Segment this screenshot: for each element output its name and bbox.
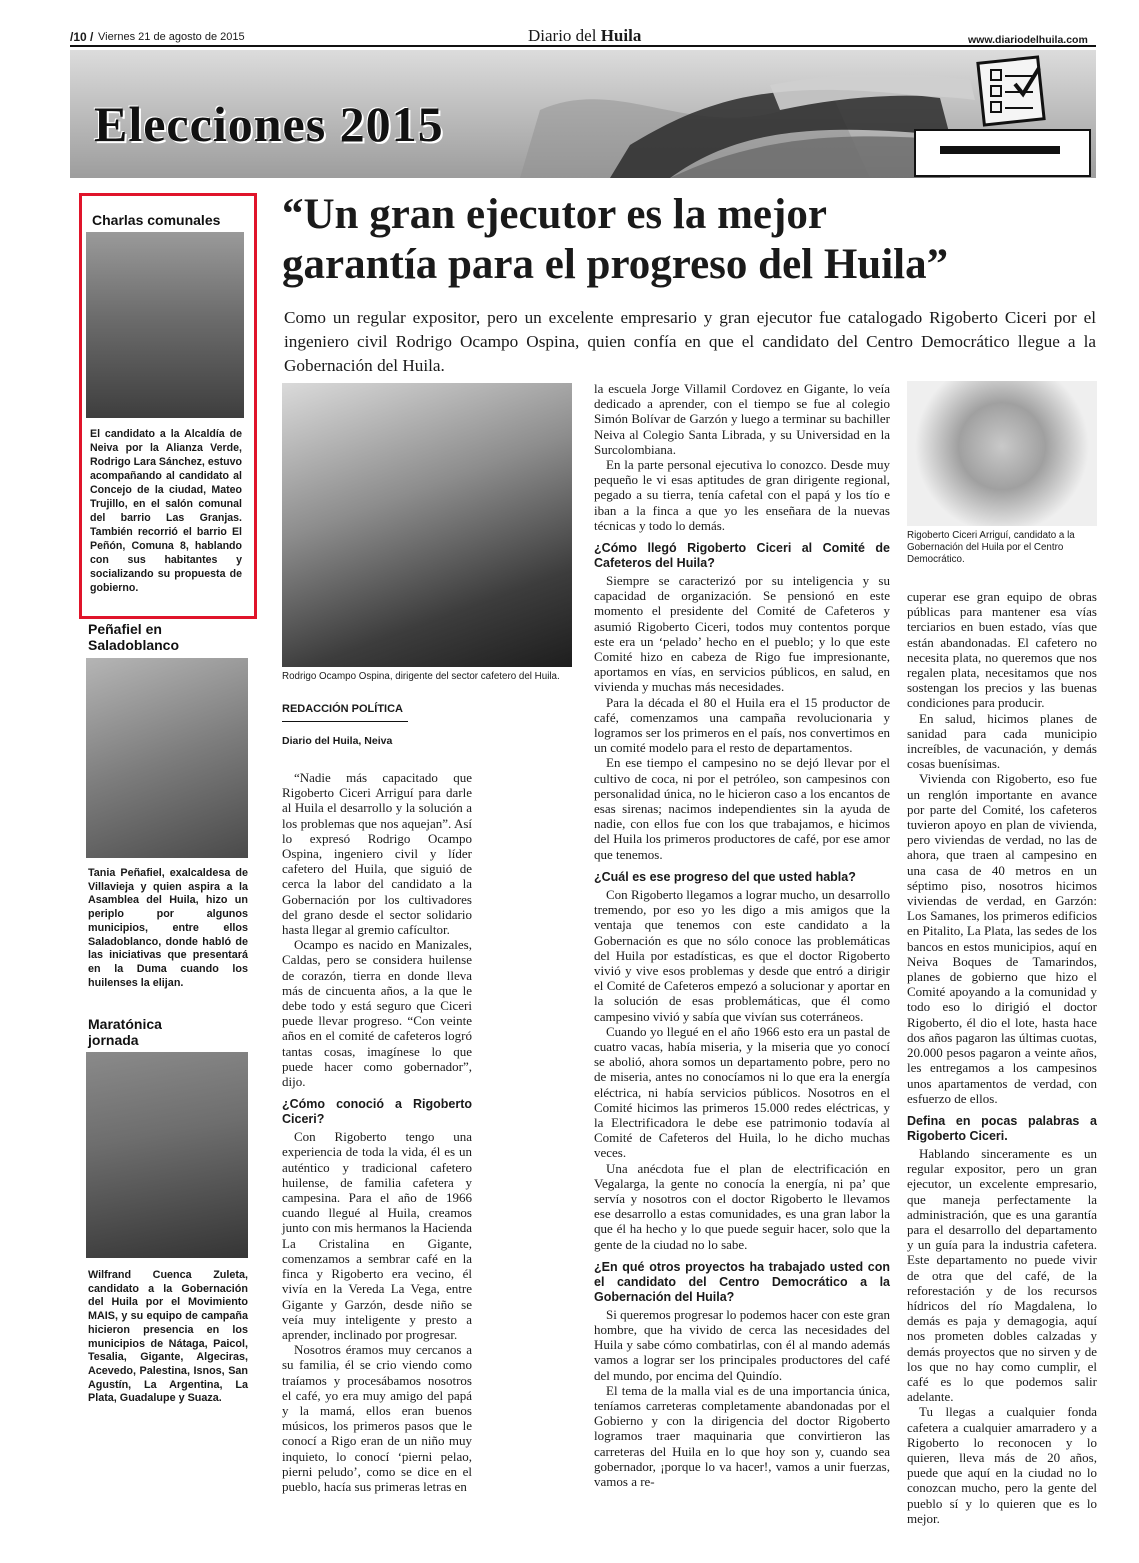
paragraph: En ese tiempo el campesino no se dejó llevar por el cultivo de coca, ni por el petróleo, son campesinos con personalidad única, no le hicieron caso a los encantos de esas sirenas; nacimos independientes sin la ayuda de nadie, con ellos fue con los que trabajamos, e hicimos del Huila los primeros productores de café, por ese amor que tenemos. (594, 755, 890, 862)
paragraph: la escuela Jorge Villamil Cordovez en Gigante, lo veía dedicado a aprender, con el tiempo se fue al colegio Simón Bolívar de Garzón y luego a terminar su bachiller Neiva al Colegio Santa Librada, y su Universidad en la Surcolombiana. (594, 381, 890, 457)
article-column-2 (594, 381, 890, 1489)
paragraph: En salud, hicimos planes de sanidad para cada municipio increíbles, de vacunación, y demás cosas buenísimas. (907, 710, 1097, 772)
paragraph: En la parte personal ejecutiva lo conozco. Desde muy pequeño le vi esas aptitudes de gran dirigente regional, pegado a su tierra, tenía cafetal con el papá y los tío e iban a la finca a que yo les enseñara de la nuevas técnicas y todo lo demás. (594, 457, 890, 533)
paragraph: Una anécdota fue el plan de electrificación en Vegalarga, la gente no conocía la energía, ni pa’ que servía y nosotros con el doctor Rigoberto le llevamos ese desarrollo a estas comunidades, es una gran labor la que él ha hecho y lo que puede seguir hacer, solo que la gente de la ciudad no lo sabe. (594, 1160, 890, 1252)
header-rule (70, 45, 1096, 47)
issue-date: Viernes 21 de agosto de 2015 (98, 31, 245, 43)
sidebar-caption-maratonica: Wilfrand Cuenca Zuleta, candidato a la Gobernación del Huila por el Movimiento MAIS, y su equipo de campaña hicieron presencia en los municipios de Nátaga, Paicol, Tesalia, Gigante, Algeciras, Acevedo, Palestina, Isnos, San Agustín, La Argentina, La Plata, Guadalupe y Suaza. (88, 1269, 248, 1405)
section-banner (70, 50, 1096, 178)
photo-caption-portrait: Rigoberto Ciceri Arriguí, candidato a la Gobernación del Huila por el Centro Democrático. (907, 530, 1075, 565)
article-column-1 (282, 770, 472, 1494)
question-heading: ¿Cuál es ese progreso del que usted habla? (594, 869, 856, 884)
site-url: www.diariodelhuila.com (968, 34, 1088, 46)
paragraph: Con Rigoberto tengo una experiencia de toda la vida, él es un auténtico y tradicional cafetero huilense, de familia cafetera y campesina. Para el año de 1966 cuando llegué al Huila, creamos junto con mis hermanos la Hacienda La Cristalina en Gigante, comenzamos a sembrar café en la finca y Rigoberto era vecino, él vivía en la Vereda La Vega, entre Gigante y Garzón, desde niño se veía muy inteligente y presto a aprender, inclinado por progresar. (282, 1129, 472, 1342)
question-heading: ¿Cómo llegó Rigoberto Ciceri al Comité de Cafeteros del Huila? (594, 541, 890, 571)
photo-rodrigo-ocampo (282, 383, 572, 667)
sidebar-head-maratonica-1: Maratónica (88, 1016, 162, 1032)
sidebar-photo-charlas (86, 232, 244, 418)
byline-source: Diario del Huila, Neiva (282, 735, 393, 747)
paragraph: Cuando yo llegué en el año 1966 esto era un pastal de cuatro vacas, había miseria, y la miseria que yo conocí se abolió, ahora somos un departamento pobre, pero no de miseria, antes no conocíamos ni lo que era la energía eléctrica, ni había servicios públicos. Nosotros en el Comité hicimos las primeros 15.000 redes eléctricas, y la Electrificadora le debe ese patrimonio todavía al Comité de Cafeteros del Huila, lo he dicho muchas veces. (594, 1023, 890, 1161)
question-heading: Defina en pocas palabras a Rigoberto Ciceri. (907, 1113, 1097, 1143)
paragraph: “Nadie más capacitado que Rigoberto Ciceri Arriguí para darle al Huila el desarrollo y la solución a los problemas que nos aquejan”. Así lo expresó Rodrigo Ocampo Ospina, ingeniero civil y líder cafetero del Huila, que siguió de cerca la labor del candidato a la Gobernación por los cultivadores del grano desde el sector solidario hasta llegar al gremio cafícultor. (282, 770, 472, 938)
ballot-icon (975, 54, 1055, 128)
paragraph: cuperar ese gran equipo de obras públicas para mantener esa vías terciarios en buen estado, vías que están abandonadas. El cafetero no necesita plata, no queremos que nos regalen plata, necesitamos que nos sostengan los precios y las buenas condiciones para producir. (907, 589, 1097, 711)
paragraph: Nosotros éramos muy cercanos a su familia, él se crio viendo como traíamos y procesábamos nosotros el café, yo era muy amigo del papá y la mamá, ellos eran buenos músicos, los primeros pasos que le conocí a Rigo eran de un niño muy inquieto, lo conocí ‘pierni pelao, pierni peludo’, como se dice en el pueblo, hacía sus primeras letras en (282, 1342, 472, 1494)
sidebar-head-charlas: Charlas comunales (92, 212, 221, 228)
photo-rigoberto-ciceri (907, 381, 1097, 526)
sidebar-head-maratonica-2: jornada (88, 1032, 139, 1048)
paragraph: Vivienda con Rigoberto, eso fue un renglón importante en avance por parte del Comité, los cafeteros tuvieron apoyo en plan de vivienda, pero viviendas de verdad, no las de ahora, que traen al campesino en una casa de 40 metros en un séptimo piso, nosotros hicimos viviendas de verdad, en Garzón: Los Samanes, los primeros edificios en Pitalito, La Plata, las sedes de los bancos en estos municipios, aquí en Neiva Boques de Tamarindos, planes de gobierno que hizo el Comité apoyando a la comunidad y todo eso lo dirigió el doctor Rigoberto, él dio el lote, hasta hace dos años pagaron las últimas cuotas, 20.000 pesos pagaron a veinte años, les entregamos a los campesinos unos apartamentos de verdad, con esfuerzo de ellos. (907, 771, 1097, 1106)
masthead-brand: Diario del Huila (528, 26, 642, 45)
paragraph: Ocampo es nacido en Manizales, Caldas, pero se considera huilense de corazón, tierra en donde lleva más de cincuenta años, a la que le debe todo y está seguro que Ciceri puede llevar progreso. “Con veinte años en el comité de cafeteros logró tantas cosas, imagínese lo que puede hacer como gobernador”, dijo. (282, 937, 472, 1090)
paragraph: Tu llegas a cualquier fonda cafetera a cualquier amarradero y a Rigoberto lo reconocen y lo quieren, lleva más de 20 años, puede que aquí en la ciudad no lo conozcan mucho, pero la gente del pueblo sí y lo quieren que es lo mejor. (907, 1404, 1097, 1526)
paragraph: El tema de la malla vial es de una importancia única, teníamos carreteras completamente abandonadas por el Gobierno y con la dirigencia del doctor Rigoberto logramos traer maquinaria que convirtieron las carreteras del Huila en lo que hoy son y, cuando sea gobernador, ¡porque lo va hacer!, vamos a unir fuerzas, vamos a re- (594, 1382, 890, 1489)
paragraph: Siempre se caracterizó por su inteligencia y su capacidad de organización. Se pensionó en este momento el presidente del Comité de Cafeteros y asumió Rigoberto Ciceri, todos muy contentos porque este era un ‘pelado’ hecho en el pueblo; y lo que este Comité hizo en cabeza de Rigo fue impresionante, aportamos en vías, en servicios públicos, en salud, en vivienda y muchas más necesidades. (594, 573, 890, 695)
sidebar-caption-penafiel: Tania Peñafiel, exalcaldesa de Villavieja y quien aspira a la Asamblea del Huila, hizo un periplo por algunos municipios, entre ellos Saladoblanco, donde habló de las iniciativas que presentará en la Duma cuando los huilenses la elijan. (88, 867, 248, 989)
article-lead: Como un regular expositor, pero un excelente empresario y gran ejecutor fue catalogado Rigoberto Ciceri por el ingeniero civil Rodrigo Ocampo Ospina, quien confía en que el candidato del Centro Democrático llegue a la Gobernación del Huila. (284, 308, 1096, 375)
sidebar-caption-charlas: El candidato a la Alcaldía de Neiva por la Alianza Verde, Rodrigo Lara Sánchez, estuvo acompañando al candidato al Concejo de la ciudad, Mateo Trujillo, en el salón comunal del barrio Las Granjas. También recorrió el barrio El Peñón, Comuna 8, hablando con sus habitantes y socializando su propuesta de gobierno. (90, 428, 242, 594)
sidebar-head-penafiel-1: Peñafiel en (88, 621, 162, 637)
sidebar-head-penafiel-2: Saladoblanco (88, 637, 180, 653)
byline-rule (282, 721, 408, 722)
paragraph: Hablando sinceramente es un regular expositor, pero un gran ejecutor, un excelente empresario, que maneja perfectamente la administración, que es una garantía para el desarrollo del departamento y un guía para la industria cafetera. Este departamento no puede vivir de otra que del café, de la reforestación y de los recursos hídricos del río Magdalena, lo demás es paja y demagogia, aquí nos prometen dobles calzadas y demás proyectos que no sirven y de los que no hay como cumplir, el café es lo que podemos salir adelante. (907, 1145, 1097, 1405)
section-title: Elecciones 2015 (94, 96, 444, 152)
paragraph: Con Rigoberto llegamos a lograr mucho, un desarrollo tremendo, por eso yo les digo a mis amigos que la ventaja que tenemos con este candidato a la Gobernación es que no sólo conoce las problemáticas del Huila por estadísticas, es que el doctor Rigoberto vivió y vive esos problemas y desde que entró a dirigir el Comité de Cafeteros empezó a solucionar y aportar en la solución de esas problemáticas, que él como campesino vivió y sabía que vivían sus coterráneos. (594, 886, 890, 1024)
page-number: /10 / (70, 30, 94, 44)
paragraph: Si queremos progresar lo podemos hacer con este gran hombre, que ha vivido de cerca las necesidades del Huila y sabe cómo combatirlas, con él al mando además vamos a lograr ser los principales productores del café del mundo, por encima del Quindío. (594, 1306, 890, 1383)
sidebar-photo-maratonica (86, 1052, 248, 1258)
byline-section: REDACCIÓN POLÍTICA (282, 703, 403, 715)
question-heading: ¿En qué otros proyectos ha trabajado usted con el candidato del Centro Democrático a la Gobernación del Huila? (594, 1259, 890, 1304)
photo-caption-main: Rodrigo Ocampo Ospina, dirigente del sector cafetero del Huila. (282, 671, 560, 682)
article-column-3 (907, 589, 1097, 1526)
sidebar-photo-penafiel (86, 658, 248, 858)
article-headline: “Un gran ejecutor es la mejor garantía para el progreso del Huila” (282, 191, 949, 288)
question-heading: ¿Cómo conoció a Rigoberto Ciceri? (282, 1097, 472, 1127)
paragraph: Para la década el 80 el Huila era el 15 productor de café, comenzamos una campaña revolucionaria y logramos ser los primeros en el país, nos convertimos en un comité modelo para el resto de departamentos. (594, 694, 890, 756)
